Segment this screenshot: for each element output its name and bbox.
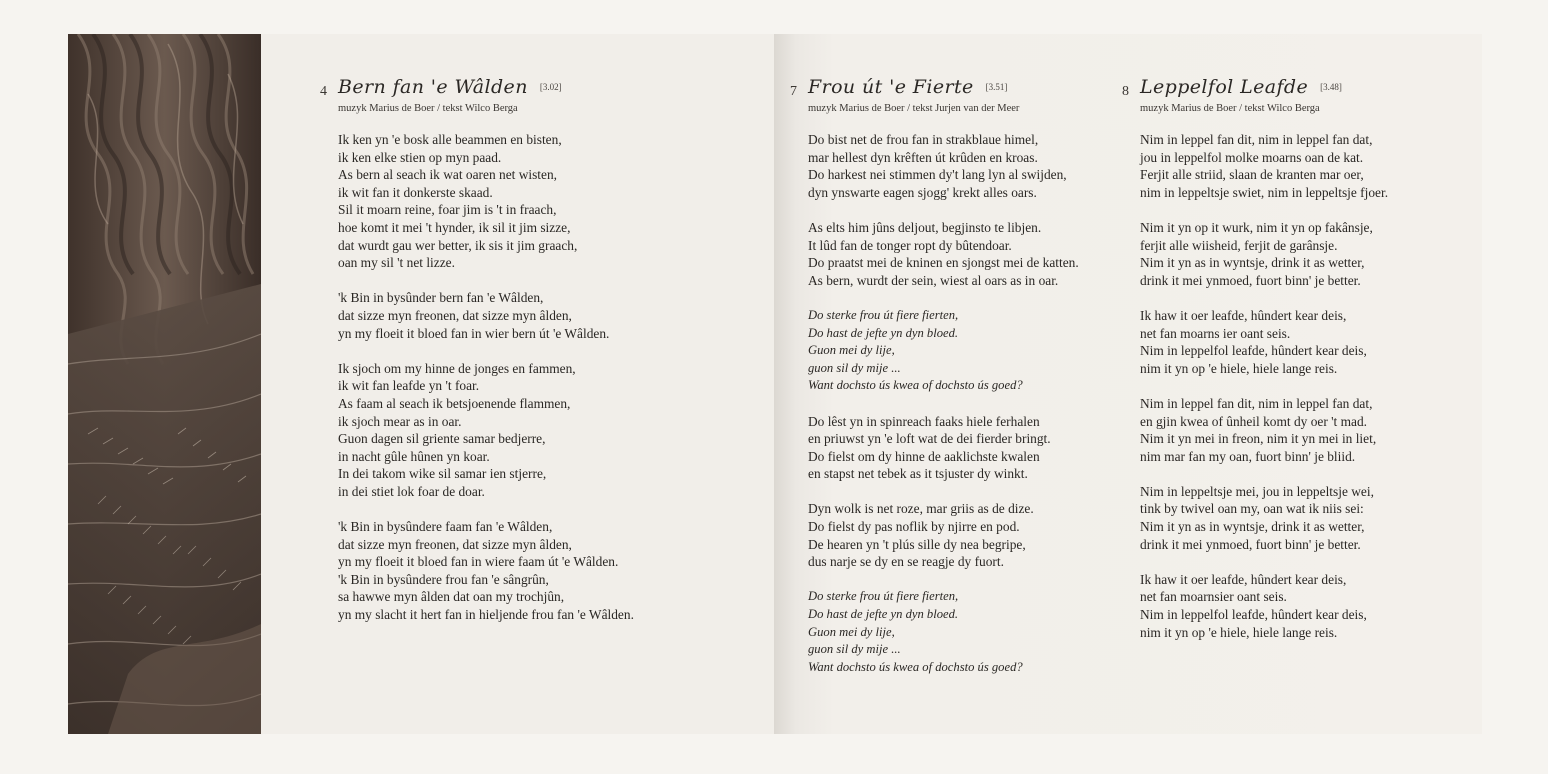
track-number: 4 [320,84,327,99]
lyric-line: dus narje se dy en se reagje dy fuort. [808,554,1004,570]
lyric-line: 'k Bin in bysûnder bern fan 'e Wâlden, [338,290,544,306]
verse-stanza [1140,571,1388,641]
lyric-line: yn my floeit it bloed fan in wier bern út 'e Wâlden. [338,325,610,341]
lyric-line: ik sjoch mear as in oar. [338,413,462,429]
verse-stanza [808,131,1079,201]
lyric-line: Guon mei dy lije, [808,624,895,639]
lyric-line: dat sizze myn freonen, dat sizze myn âlden, [338,536,572,552]
lyric-line: oan my sil 't net lizze. [338,255,455,271]
lyric-line: 'k Bin in bysûndere faam fan 'e Wâlden, [338,519,553,535]
song-title [808,76,1007,98]
song-bern-fan-e-walden [320,76,634,641]
lyric-line: Do hast de jefte yn dyn bloed. [808,607,959,622]
lyric-line: Nim it yn op it wurk, nim it yn op fakânsje, [1140,219,1373,235]
lyric-line: Nim in leppeltsje mei, jou in leppeltsje wei, [1140,483,1374,499]
verse-stanza [1140,307,1388,377]
lyric-line: Do fielst dy pas noflik by njirre en pod. [808,519,1020,535]
verse-stanza [808,413,1079,483]
lyric-line: net fan moarns ier oant seis. [1140,325,1291,341]
lyric-line: Nim in leppel fan dit, nim in leppel fan dat, [1140,132,1373,147]
lyric-line: Nim it yn as in wyntsje, drink it as wetter, [1140,255,1365,271]
song-duration: [3.02] [539,82,562,92]
lyric-line: Do hast de jefte yn dyn bloed. [808,325,959,340]
lyrics [808,131,1079,676]
lyric-line: Do sterke frou út fiere fierten, [808,589,959,604]
chorus-stanza [808,307,1079,395]
song-credits: muzyk Marius de Boer / tekst Wilco Berga [338,103,518,114]
lyric-line: De hearen yn 't plús sille dy nea begripe, [808,536,1026,552]
lyric-line: in nacht gûle hûnen yn koar. [338,448,490,464]
lyric-line: As faam al seach ik betsjoenende flammen, [338,395,571,411]
lyric-line: Do lêst yn in spinreach faaks hiele ferhalen [808,413,1040,429]
chorus-stanza [808,588,1079,676]
lyric-line: As elts him jûns deljout, begjinsto te libjen. [808,219,1042,235]
verse-stanza [1140,131,1388,201]
lyric-line: dat wurdt gau wer better, ik sis it jim graach, [338,237,578,253]
lyric-line: nim it yn op 'e hiele, hiele lange reis. [1140,360,1338,376]
booklet-spread [68,34,1482,734]
lyric-line: en stapst net tebek as it tsjuster dy winkt. [808,466,1028,482]
verse-stanza [808,219,1079,289]
lyric-line: drink it mei ynmoed, fuort binn' je better. [1140,272,1361,288]
verse-stanza [338,289,634,342]
track-number: 8 [1122,84,1129,99]
song-heading [790,76,1079,102]
lyric-line: As bern al seach ik wat oaren net wisten, [338,167,558,183]
lyric-line: Nim it yn mei in freon, nim it yn mei in liet, [1140,431,1377,447]
song-title [338,76,562,98]
lyric-line: In dei takom wike sil samar ien stjerre, [338,466,547,482]
lyric-line: guon sil dy mije ... [808,642,901,657]
song-duration: [3.51] [985,82,1008,92]
lyric-line: Nim in leppelfol leafde, hûndert kear deis, [1140,607,1367,623]
lyric-line: drink it mei ynmoed, fuort binn' je better. [1140,536,1361,552]
verse-stanza [808,500,1079,570]
lyric-line: tink by twivel oan my, oan wat ik niis sei: [1140,501,1364,517]
lyrics [1140,131,1388,641]
song-frou-ut-e-fierte [790,76,1079,694]
lyric-line: ik wit fan leafde yn 't foar. [338,378,480,394]
lyric-line: Do praatst mei de kninen en sjongst mei de katten. [808,255,1079,271]
lyric-line: nim in leppeltsje swiet, nim in leppeltsje fjoer. [1140,184,1389,200]
song-leppelfol-leafde [1122,76,1388,659]
lyric-line: en gjin kwea of ûnheil komt dy oer 't mad. [1140,413,1368,429]
lyric-line: Ik sjoch om my hinne de jonges en fammen, [338,360,576,376]
song-title-text: Leppelfol Leafde [1140,76,1309,98]
lyric-line: Guon mei dy lije, [808,343,895,358]
lyric-line: As bern, wurdt der sein, wiest al oars as in oar. [808,272,1059,288]
lyric-line: It lûd fan de tonger ropt dy bûtendoar. [808,237,1012,253]
track-number: 7 [790,84,797,99]
lyric-line: Ik haw it oer leafde, hûndert kear deis, [1140,307,1347,323]
verse-stanza [338,131,634,272]
lyrics [338,131,634,624]
lyric-line: nim mar fan my oan, fuort binn' je bliid. [1140,448,1356,464]
lyric-line: in dei stiet lok foar de doar. [338,483,485,499]
song-title-text: Bern fan 'e Wâlden [338,76,528,98]
lyric-line: Ik haw it oer leafde, hûndert kear deis, [1140,571,1347,587]
lyric-line: Do fielst om dy hinne de aaklichste kwalen [808,448,1040,464]
lyric-line: dyn ynswarte eagen sjogg' krekt alles oars. [808,184,1037,200]
lyric-line: yn my floeit it bloed fan in wiere faam út 'e Wâlden. [338,554,619,570]
lyric-line: mar hellest dyn krêften út krûden en kroas. [808,149,1038,165]
lyric-line: sa hawwe myn âlden dat oan my trochjûn, [338,589,565,605]
lyric-line: Nim in leppelfol leafde, hûndert kear deis, [1140,343,1367,359]
lyric-line: Ferjit alle striid, slaan de kranten mar oer, [1140,167,1364,183]
hair-feathers-photo [68,34,261,734]
lyric-line: ik ken elke stien op myn paad. [338,149,502,165]
lyric-line: Want dochsto ús kwea of dochsto ús goed? [808,659,1023,674]
lyric-line: Sil it moarn reine, foar jim is 't in fraach, [338,202,557,218]
verse-stanza [1140,219,1388,289]
lyric-line: dat sizze myn freonen, dat sizze myn âlden, [338,307,572,323]
lyric-line: ik wit fan it donkerste skaad. [338,184,493,200]
song-heading [1122,76,1388,102]
lyric-line: nim it yn op 'e hiele, hiele lange reis. [1140,624,1338,640]
lyric-line: ferjit alle wiisheid, ferjit de garânsje. [1140,237,1338,253]
lyric-line: guon sil dy mije ... [808,360,901,375]
right-page [774,34,1482,734]
lyric-line: Do harkest nei stimmen dy't lang lyn al swijden, [808,167,1067,183]
lyric-line: yn my slacht it hert fan in hieljende frou fan 'e Wâlden. [338,607,634,623]
song-credits: muzyk Marius de Boer / tekst Wilco Berga [1140,103,1320,114]
lyric-line: Dyn wolk is net roze, mar griis as de dize. [808,501,1034,517]
lyric-line: jou in leppelfol molke moarns oan de kat. [1140,149,1364,165]
song-heading [320,76,634,102]
song-duration: [3.48] [1320,82,1342,92]
lyric-line: Nim in leppel fan dit, nim in leppel fan dat, [1140,395,1373,411]
lyric-line: net fan moarnsier oant seis. [1140,589,1287,605]
lyric-line: Nim it yn as in wyntsje, drink it as wetter, [1140,519,1365,535]
lyric-line: Do sterke frou út fiere fierten, [808,307,959,322]
song-title-text: Frou út 'e Fierte [808,76,974,98]
left-page [68,34,774,734]
lyric-line: en priuwst yn 'e loft wat de dei fierder bringt. [808,431,1051,447]
verse-stanza [338,360,634,501]
song-title [1140,76,1342,98]
verse-stanza [1140,395,1388,465]
verse-stanza [1140,483,1388,553]
lyric-line: Guon dagen sil griente samar bedjerre, [338,431,546,447]
lyric-line: hoe komt it mei 't hynder, ik sil it jim sizze, [338,219,571,235]
song-credits: muzyk Marius de Boer / tekst Jurjen van der Meer [808,103,1020,114]
lyric-line: Do bist net de frou fan in strakblaue himel, [808,132,1039,147]
lyric-line: Ik ken yn 'e bosk alle beammen en bisten, [338,132,562,147]
lyric-line: Want dochsto ús kwea of dochsto ús goed? [808,378,1023,393]
verse-stanza [338,518,634,624]
lyric-line: 'k Bin in bysûndere frou fan 'e sângrûn, [338,571,549,587]
